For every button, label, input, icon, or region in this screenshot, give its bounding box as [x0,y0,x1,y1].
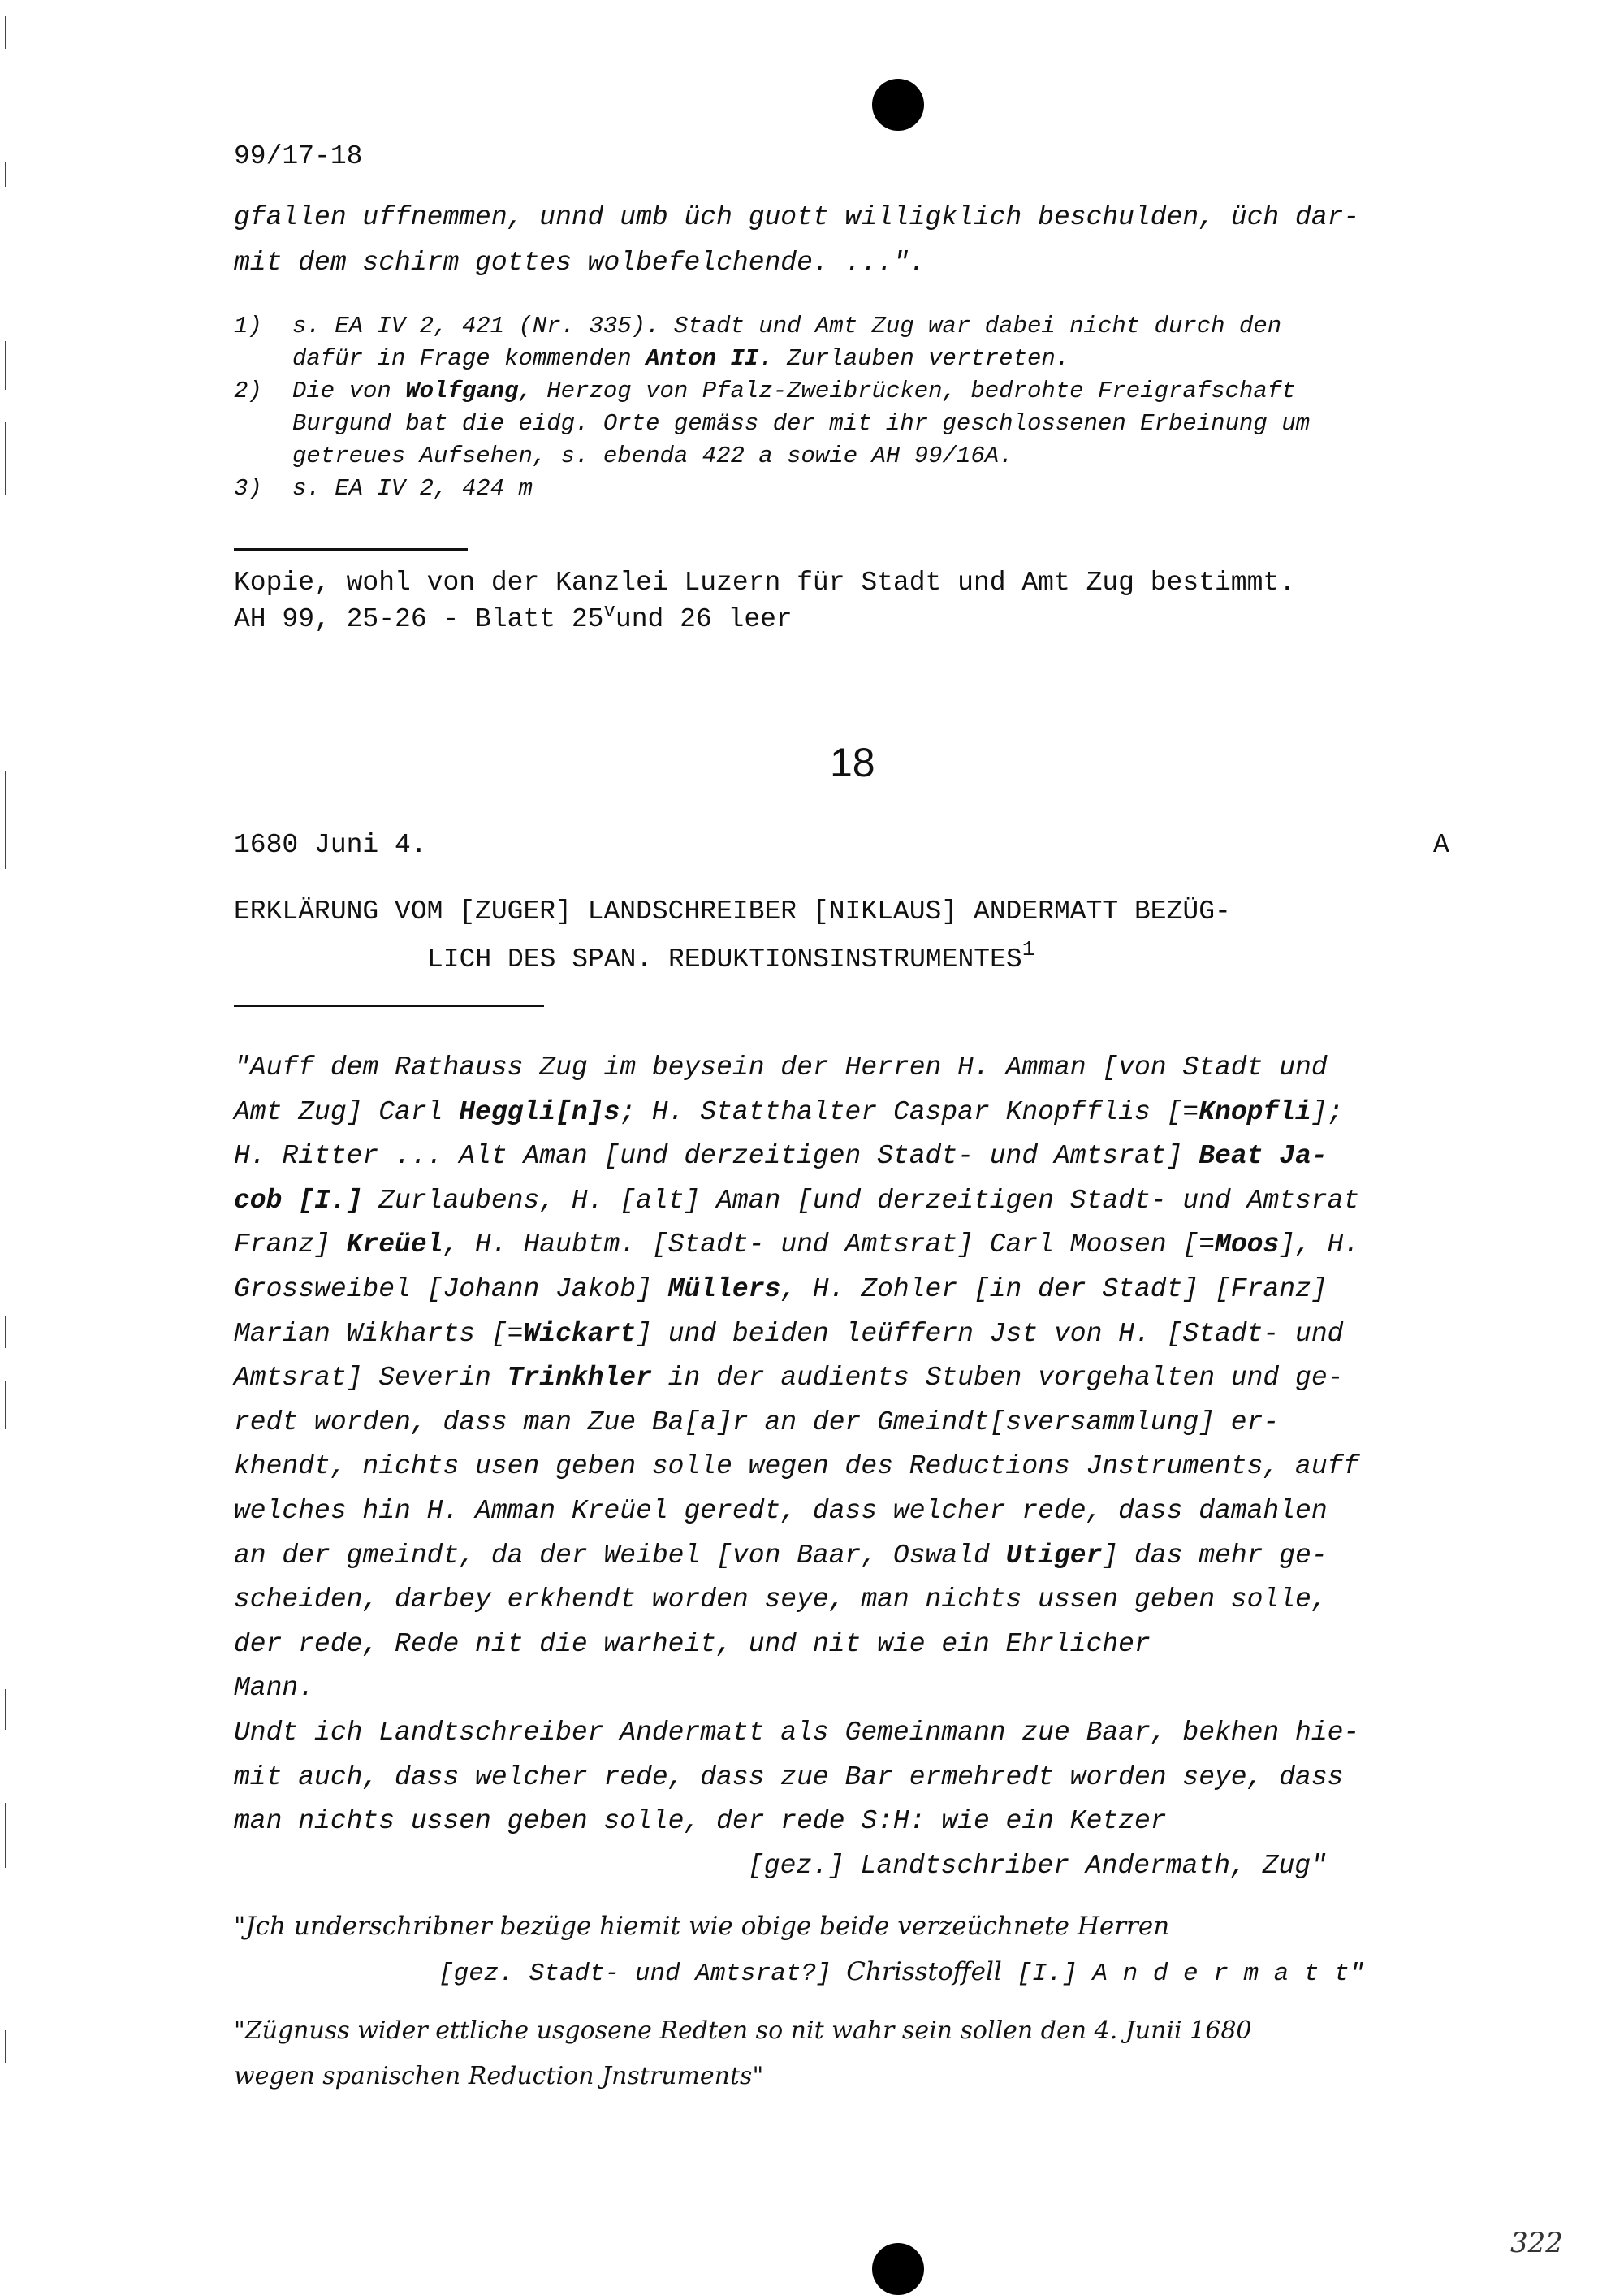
text-line: Mann. [234,1673,315,1704]
title-line: ERKLÄRUNG VOM [ZUGER] LANDSCHREIBER [NIKLAUS] ANDERMATT BEZÜG- [234,897,1231,927]
footnote-1-cont [234,345,1310,378]
footnote-3 [234,475,1310,508]
text-line: "Auff dem Rathauss Zug im beysein der Herren H. Amman [von Stadt und [234,1052,1328,1083]
source-note-line: AH 99, 25-26 - Blatt 25$^v$und 26 leer [234,601,793,634]
text-line: gfallen uffnemmen, unnd umb üch guott willigklich beschulden, üch dar- [234,202,1360,232]
footnote-2 [234,378,1310,410]
footnote-number: 2) [234,378,262,404]
text-line: redt worden, dass man Zue Ba[a]r an der Gmeindt[sversammlung] er- [234,1407,1280,1437]
title-line: LICH DES SPAN. REDUKTIONSINSTRUMENTES$^1$ [427,937,1035,975]
attestation-line: [gez. Stadt- und Amtsrat?] Chrisstoffell [I.] A n d e r m a t t" [438,1957,1365,1988]
document-body [234,1046,1484,1888]
footnote-text: Burgund bat die eidg. Orte gemäss der mit ihr geschlossenen Erbeinung um [292,410,1311,437]
document-number: 18 [830,740,875,785]
footnotes [234,313,1310,508]
source-note-line: Kopie, wohl von der Kanzlei Luzern für Stadt und Amt Zug bestimmt. [234,568,1296,598]
text-line: scheiden, darbey erkhendt worden seye, man nichts ussen geben solle, [234,1584,1328,1615]
footnote-ref: 1 [1021,937,1035,962]
endorsement-line: wegen spanischen Reduction Jnstruments" [234,2062,764,2090]
footnote-number: 1) [234,313,262,339]
endorsement [234,2008,1252,2099]
text-line: Amt Zug] Carl Heggli[n]s; H. Statthalter Caspar Knopfflis [=Knopfli]; [234,1096,1344,1127]
text-line: welches hin H. Amman Kreüel geredt, dass welcher rede, dass damahlen [234,1495,1328,1526]
person-name: Moos [1215,1230,1280,1260]
text-line: Grossweibel [Johann Jakob] Müllers, H. Zohler [in der Stadt] [Franz] [234,1273,1328,1304]
person-name: Knopfli [1199,1096,1311,1127]
divider-rule [234,1005,544,1007]
footnote-text: s. EA IV 2, 424 m [292,475,533,502]
text-line: Marian Wikharts [=Wickart] und beiden leüffern Jst von H. [Stadt- und [234,1318,1344,1349]
punch-hole-top [872,79,924,131]
previous-document-text [234,195,1484,286]
footnote-2-cont [234,443,1310,475]
person-name: cob [I.] [234,1185,363,1216]
person-name: Anton II [646,345,759,372]
person-name: Beat Ja- [1199,1141,1328,1172]
person-name: Trinkhler [507,1363,652,1394]
footnote-number: 3) [234,475,262,502]
text-line: der rede, Rede nit die warheit, und nit wie ein Ehrlicher [234,1628,1151,1659]
person-name: Wolfgang [405,378,519,404]
text-line: cob [I.] Zurlaubens, H. [alt] Aman [und derzeitigen Stadt- und Amtsrat [234,1185,1360,1216]
divider-rule [234,548,468,551]
text-line: man nichts ussen geben solle, der rede S:H: wie ein Ketzer [234,1806,1167,1837]
person-name: Kreüel [346,1230,443,1260]
text-line: an der gmeindt, da der Weibel [von Baar, Oswald Utiger] das mehr ge- [234,1540,1328,1571]
person-name: Utiger [1005,1540,1103,1571]
scan-edge-artifact [2,0,13,2292]
text-line: H. Ritter ... Alt Aman [und derzeitigen Stadt- und Amtsrat] Beat Ja- [234,1141,1328,1172]
attestation-line: "Jch underschribner bezüge hiemit wie obige beide verzeüchnete Herren [234,1912,1170,1941]
endorsement-line: "Zügnuss wider ettliche usgosene Redten so nit wahr sein sollen den 4. Junii 1680 [234,2016,1252,2045]
person-name: Wickart [523,1318,637,1349]
attestation [234,1904,1364,1997]
text-line: khendt, nichts usen geben solle wegen des Reductions Jnstruments, auff [234,1451,1360,1482]
source-note [234,568,1295,634]
footnote-text: s. EA IV 2, 421 (Nr. 335). Stadt und Amt Zug war dabei nicht durch den [292,313,1282,339]
page-reference: 99/17-18 [234,141,363,171]
footnote-text: dafür in Frage kommenden Anton II. Zurlauben vertreten. [292,345,1070,372]
punch-hole-bottom [872,2243,924,2295]
superscript: v [603,601,615,623]
footnote-text: Die von Wolfgang, Herzog von Pfalz-Zweibrücken, bedrohte Freigrafschaft [292,378,1296,404]
text-line: mit dem schirm gottes wolbefelchende. ...". [234,248,926,278]
person-name: Müllers [667,1273,781,1304]
footnote-1 [234,313,1310,345]
text-line: Undt ich Landtschreiber Andermatt als Gemeinmann zue Baar, bekhen hie- [234,1717,1360,1748]
footnote-text: getreues Aufsehen, s. ebenda 422 a sowie AH 99/16A. [292,443,1013,469]
document-date: 1680 Juni 4. [234,830,427,860]
text-line: mit auch, dass welcher rede, dass zue Bar ermehredt worden seye, dass [234,1761,1344,1792]
document-title [234,893,1231,979]
document-type: A [1433,830,1449,860]
signature-line: [gez.] Landtschriber Andermath, Zug" [748,1850,1327,1881]
text-line: Franz] Kreüel, H. Haubtm. [Stadt- und Amtsrat] Carl Moosen [=Moos], H. [234,1230,1360,1260]
person-name: Heggli[n]s [459,1096,620,1127]
footnote-2-cont [234,410,1310,443]
handwritten-page-number: 322 [1510,2227,1563,2259]
text-line: Amtsrat] Severin Trinkhler in der audients Stuben vorgehalten und ge- [234,1363,1344,1394]
